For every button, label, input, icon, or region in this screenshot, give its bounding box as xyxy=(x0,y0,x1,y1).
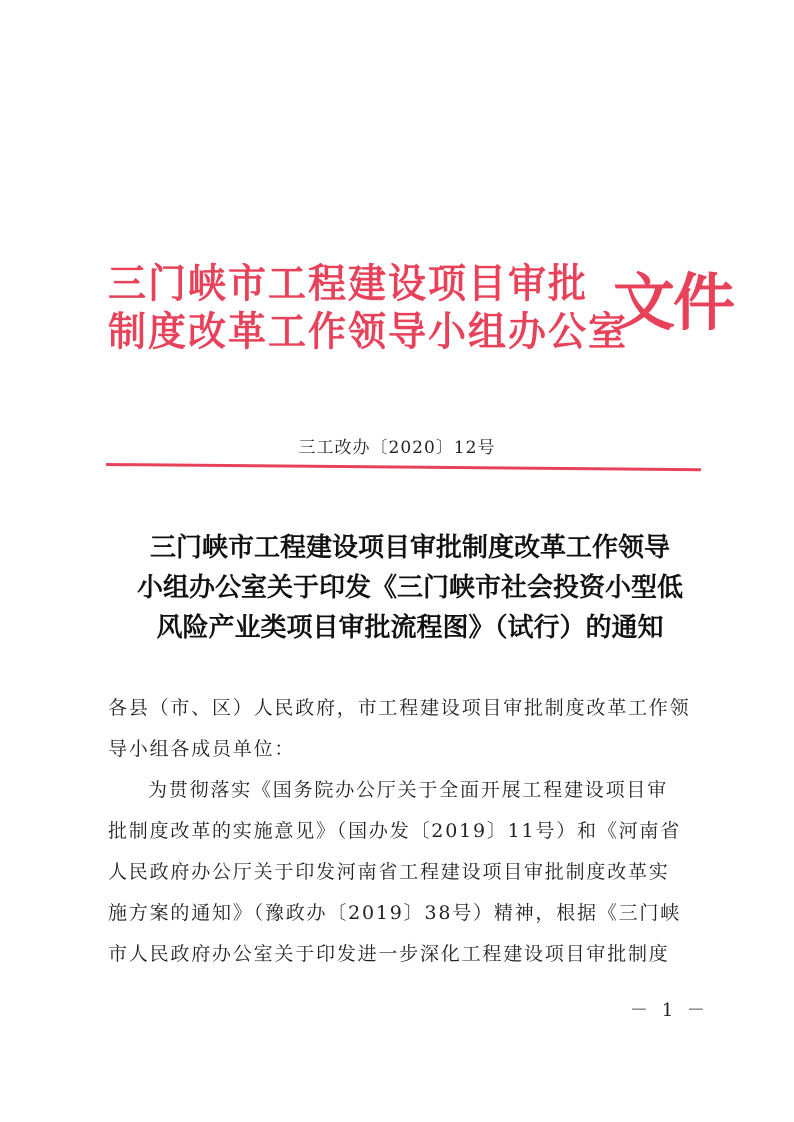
paragraph-line-4: 施方案的通知》（豫政办〔2019〕38号）精神，根据《三门峡 xyxy=(108,902,682,924)
paragraph-line-5: 市人民政府办公室关于印发进一步深化工程建设项目审批制度 xyxy=(108,943,670,965)
document-number: 三工改办〔2020〕12号 xyxy=(298,438,496,458)
issuer-line-1: 三门峡市工程建设项目审批 xyxy=(108,259,589,307)
title-line-2: 小组办公室关于印发《三门峡市社会投资小型低 xyxy=(136,573,683,603)
title-line-1: 三门峡市工程建设项目审批制度改革工作领导 xyxy=(149,533,670,563)
issuer-suffix: 文件 xyxy=(613,266,734,339)
document-body xyxy=(108,688,708,975)
recipients-line-1: 各县（市、区）人民政府，市工程建设项目审批制度改革工作领 xyxy=(108,697,691,719)
document-title xyxy=(100,528,720,648)
recipients-line-2: 导小组各成员单位： xyxy=(108,738,296,760)
paragraph-line-1: 为贯彻落实《国务院办公厅关于全面开展工程建设项目审 xyxy=(148,779,669,801)
paragraph-line-3: 人民政府办公厅关于印发河南省工程建设项目审批制度改革实 xyxy=(108,861,670,883)
red-divider xyxy=(106,463,701,471)
page-number: － 1 － xyxy=(630,1000,709,1021)
issuer-line-2: 制度改革工作领导小组办公室 xyxy=(108,307,629,355)
paragraph-line-2: 批制度改革的实施意见》（国办发〔2019〕11号）和《河南省 xyxy=(108,820,682,842)
title-line-3: 风险产业类项目审批流程图》（试行）的通知 xyxy=(156,613,664,643)
